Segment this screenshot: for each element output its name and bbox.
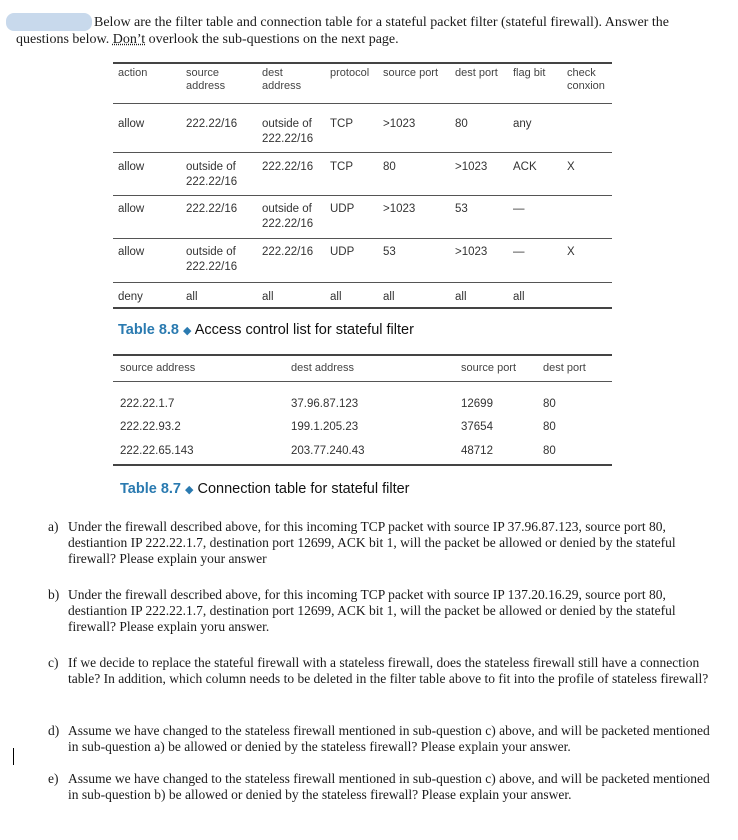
filter-r1-action: allow (118, 118, 145, 130)
filter-r4-action: allow (118, 246, 145, 258)
filter-r3-source: 222.22/16 (186, 203, 238, 215)
conn-table-top-rule (113, 354, 612, 356)
filter-header-dest-address: dest address (262, 67, 302, 92)
conn-r1-source: 222.22.1.7 (120, 398, 175, 410)
filter-r3-protocol: UDP (330, 203, 355, 215)
conn-r3-dest-port: 80 (543, 445, 556, 457)
conn-r3-source: 222.22.65.143 (120, 445, 194, 457)
filter-header-dest-port: dest port (455, 67, 498, 79)
conn-caption-text: Connection table for stateful filter (197, 481, 410, 497)
question-c-text: If we decide to replace the stateful firewall with a stateless firewall, does the stateless firewall still have a connection table? In addition, which column needs to be deleted in the filter table above to fit into the profile of stateless firewall? (68, 655, 709, 686)
question-a-letter: a) (48, 519, 59, 534)
conn-r3-dest: 203.77.240.43 (291, 445, 365, 457)
text-cursor[interactable] (13, 748, 14, 765)
filter-r4-source: outside of 222.22/16 (186, 246, 238, 273)
filter-r1-source: 222.22/16 (186, 118, 238, 130)
filter-r4-check: X (567, 246, 575, 258)
conn-r1-dest-port: 80 (543, 398, 556, 410)
filter-r2-source-port: 80 (383, 161, 396, 173)
filter-r2-flag: ACK (513, 161, 537, 173)
filter-r3-source-port: >1023 (383, 203, 416, 215)
filter-r2-check: X (567, 161, 575, 173)
filter-r2-action: allow (118, 161, 145, 173)
question-a-text: Under the firewall described above, for this incoming TCP packet with source IP 37.96.87.123, source port 80, destiantion IP 222.22.1.7, destination port 12699, ACK bit 1, will the packet be allowed or denied by the stateful firewall? Please explain your answer (68, 519, 676, 566)
filter-r5-dest: all (262, 291, 274, 303)
filter-r2-dest-port: >1023 (455, 161, 488, 173)
filter-r3-dest-port: 53 (455, 203, 468, 215)
question-c-letter: c) (48, 655, 59, 670)
filter-header-check-conxion: check conxion (567, 67, 605, 92)
conn-table-caption (120, 481, 410, 497)
question-e-letter: e) (48, 771, 59, 786)
filter-r3-dest: outside of 222.22/16 (262, 203, 314, 230)
filter-r5-source: all (186, 291, 198, 303)
question-d-text: Assume we have changed to the stateless firewall mentioned in sub-question c) above, and will be packeted mentioned in sub-question a) be allowed or denied by the stateless firewall? Please explain your answer. (68, 723, 710, 754)
filter-header-source-address: source address (186, 67, 226, 92)
filter-r4-protocol: UDP (330, 246, 355, 258)
intro-dotted-word: Don’t (112, 32, 146, 47)
conn-table-bottom-rule (113, 464, 612, 466)
filter-caption-bullet: ◆ (183, 325, 192, 337)
filter-r2-dest: 222.22/16 (262, 161, 314, 173)
conn-caption-label: Table 8.7 (120, 481, 181, 497)
filter-r1-protocol: TCP (330, 118, 353, 130)
filter-r1-source-port: >1023 (383, 118, 416, 130)
filter-r4-source-port: 53 (383, 246, 396, 258)
conn-caption-bullet: ◆ (185, 484, 194, 496)
filter-r3-flag: — (513, 203, 525, 215)
conn-header-dest-address: dest address (291, 362, 354, 374)
filter-r3-action: allow (118, 203, 145, 215)
conn-header-source-address: source address (120, 362, 196, 374)
filter-caption-text: Access control list for stateful filter (194, 322, 414, 338)
question-d-letter: d) (48, 723, 60, 738)
filter-r5-protocol: all (330, 291, 342, 303)
filter-header-protocol: protocol (330, 67, 370, 79)
conn-r1-dest: 37.96.87.123 (291, 398, 359, 410)
filter-r5-source-port: all (383, 291, 395, 303)
filter-r4-dest-port: >1023 (455, 246, 488, 258)
conn-r1-source-port: 12699 (461, 398, 493, 410)
conn-header-rule (113, 381, 612, 382)
filter-r1-dest: outside of 222.22/16 (262, 118, 314, 145)
conn-r2-source-port: 37654 (461, 421, 493, 433)
filter-r2-source: outside of 222.22/16 (186, 161, 238, 188)
filter-r1-flag: any (513, 118, 532, 130)
filter-r5-dest-port: all (455, 291, 467, 303)
conn-r3-source-port: 48712 (461, 445, 493, 457)
filter-header-source-port: source port (383, 67, 439, 79)
question-b-letter: b) (48, 587, 60, 602)
filter-r4-dest: 222.22/16 (262, 246, 314, 258)
filter-r5-flag: all (513, 291, 525, 303)
filter-caption-label: Table 8.8 (118, 322, 179, 338)
filter-r5-action: deny (118, 291, 143, 303)
conn-header-source-port: source port (461, 362, 517, 374)
filter-r4-flag: — (513, 246, 525, 258)
filter-header-flag-bit: flag bit (513, 67, 546, 79)
intro-after: overlook the sub-questions on the next page. (145, 32, 399, 47)
question-e-text: Assume we have changed to the stateless firewall mentioned in sub-question c) above, and will be packeted mentioned in sub-question b) be allowed or denied by the stateless firewall? Please explain your answer. (68, 771, 710, 802)
conn-header-dest-port: dest port (543, 362, 586, 374)
filter-r2-protocol: TCP (330, 161, 353, 173)
question-b-text: Under the firewall described above, for this incoming TCP packet with source IP 137.20.16.29, source port 80, destiantion IP 222.22.1.7, destination port 12699, ACK bit 1, will the packet be allowed or denied by the stateful firewall? Please explain yoru answer. (68, 587, 676, 634)
filter-header-action: action (118, 67, 148, 79)
conn-r2-dest-port: 80 (543, 421, 556, 433)
filter-r1-dest-port: 80 (455, 118, 468, 130)
conn-r2-source: 222.22.93.2 (120, 421, 181, 433)
conn-r2-dest: 199.1.205.23 (291, 421, 359, 433)
intro-before: Below are the filter table and connection table for a stateful packet filter (stateful firewall). Answer the questions below. (16, 15, 669, 47)
